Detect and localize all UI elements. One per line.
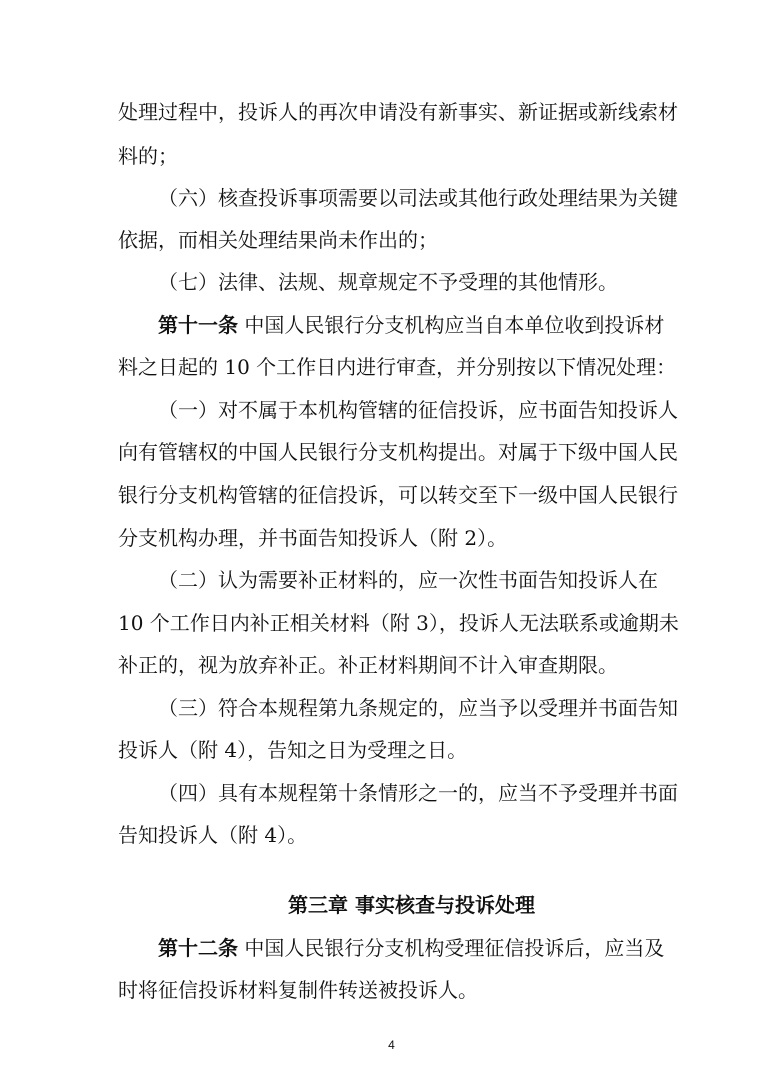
text-line: 分支机构办理，并书面告知投诉人（附 2）。 bbox=[118, 526, 508, 550]
page-number: 4 bbox=[388, 1038, 395, 1052]
article-11-first-line bbox=[0, 311, 783, 339]
article-11-label: 第十一条 bbox=[158, 313, 238, 337]
text-line: 料之日起的 10 个工作日内进行审查，并分别按以下情况处理： bbox=[118, 355, 677, 379]
text-line: （七）法律、法规、规章规定不予受理的其他情形。 bbox=[158, 270, 618, 294]
article-12-label: 第十二条 bbox=[158, 936, 238, 960]
article-11-text: 中国人民银行分支机构应当自本单位收到投诉材 bbox=[244, 313, 665, 337]
text-line: 银行分支机构管辖的征信投诉，可以转交至下一级中国人民银行 bbox=[118, 483, 678, 507]
text-line: 10 个工作日内补正相关材料（附 3），投诉人无法联系或逾期未 bbox=[118, 611, 679, 635]
text-line: 处理过程中，投诉人的再次申请没有新事实、新证据或新线索材 bbox=[118, 100, 678, 124]
text-line: 告知投诉人（附 4）。 bbox=[118, 823, 308, 847]
text-line: （四）具有本规程第十条情形之一的，应当不予受理并书面 bbox=[158, 781, 678, 805]
article-12-text: 中国人民银行分支机构受理征信投诉后，应当及 bbox=[244, 936, 665, 960]
text-line: 补正的，视为放弃补正。补正材料期间不计入审查期限。 bbox=[118, 653, 618, 677]
text-line: 依据，而相关处理结果尚未作出的； bbox=[118, 228, 438, 252]
text-line: 向有管辖权的中国人民银行分支机构提出。对属于下级中国人民 bbox=[118, 440, 678, 464]
article-12-first-line bbox=[0, 934, 783, 962]
text-line: 投诉人（附 4），告知之日为受理之日。 bbox=[118, 738, 468, 762]
text-line: （一）对不属于本机构管辖的征信投诉，应书面告知投诉人 bbox=[158, 398, 678, 422]
text-line: （六）核查投诉事项需要以司法或其他行政处理结果为关键 bbox=[158, 186, 678, 210]
text-line: 料的； bbox=[118, 144, 178, 168]
chapter-heading: 第三章 事实核查与投诉处理 bbox=[288, 893, 535, 917]
text-line: （二）认为需要补正材料的，应一次性书面告知投诉人在 bbox=[158, 568, 658, 592]
text-line: （三）符合本规程第九条规定的，应当予以受理并书面告知 bbox=[158, 696, 678, 720]
text-line: 时将征信投诉材料复制件转送被投诉人。 bbox=[118, 978, 478, 1002]
